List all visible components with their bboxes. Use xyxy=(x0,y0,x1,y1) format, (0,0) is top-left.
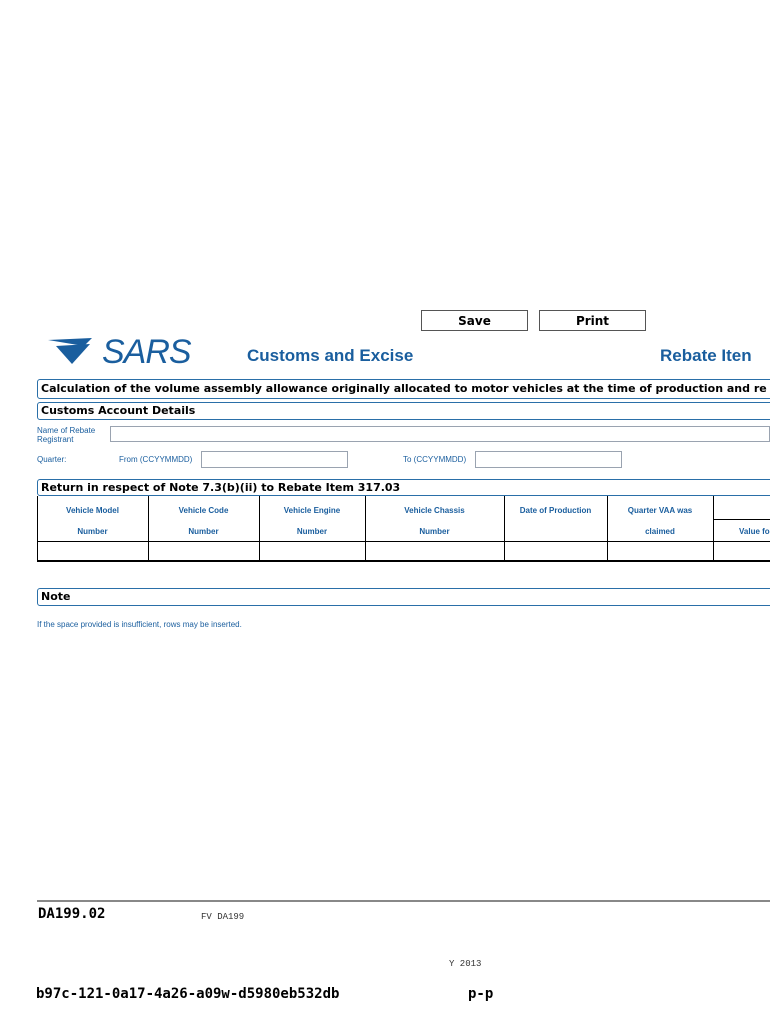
account-section-header: Customs Account Details xyxy=(37,402,770,420)
quarter-label: Quarter: xyxy=(37,455,67,464)
page-title: Customs and Excise xyxy=(247,346,414,365)
calculation-section-header: Calculation of the volume assembly allowance originally allocated to motor vehicles at the time of production and re xyxy=(37,379,770,399)
header-vehicle-engine-2: Number xyxy=(296,527,328,536)
header-vehicle-model: Vehicle Model xyxy=(66,506,119,515)
sars-logo xyxy=(46,334,206,370)
header-quarter-vaa: Quarter VAA was xyxy=(627,506,693,515)
name-label xyxy=(37,426,95,444)
registrant-name-field[interactable] xyxy=(110,426,770,442)
from-date-field[interactable] xyxy=(201,451,348,468)
header-vehicle-code: Vehicle Code xyxy=(178,506,229,515)
page-number: p-p xyxy=(468,986,494,1002)
form-title: Rebate Iten xyxy=(660,346,752,365)
name-label-line1: Name of Rebate xyxy=(37,426,96,435)
print-button[interactable]: Print xyxy=(539,310,646,331)
header-vehicle-chassis: Vehicle Chassis xyxy=(404,506,465,515)
header-value: Value fo xyxy=(739,527,770,536)
footer-divider xyxy=(37,900,770,902)
note-section-header: Note xyxy=(37,588,770,606)
vehicle-table xyxy=(37,496,770,562)
header-date-production: Date of Production xyxy=(519,506,592,515)
name-label-line2: Registrant xyxy=(37,435,74,444)
form-code: DA199.02 xyxy=(38,906,106,922)
note-text: If the space provided is insufficient, rows may be inserted. xyxy=(37,620,242,629)
logo-text: SARS xyxy=(102,333,191,371)
header-vehicle-engine: Vehicle Engine xyxy=(283,506,341,515)
header-vehicle-chassis-2: Number xyxy=(419,527,450,536)
to-date-label: To (CCYYMMDD) xyxy=(403,455,467,464)
return-section-header: Return in respect of Note 7.3(b)(ii) to Rebate Item 317.03 xyxy=(37,479,770,496)
from-date-label: From (CCYYMMDD) xyxy=(119,455,193,464)
save-button[interactable]: Save xyxy=(421,310,528,331)
header-vehicle-model-2: Number xyxy=(77,527,108,536)
document-id: b97c-121-0a17-4a26-a09w-d5980eb532db xyxy=(36,986,340,1002)
header-quarter-vaa-2: claimed xyxy=(645,527,675,536)
form-reference: FV DA199 xyxy=(201,912,245,922)
header-vehicle-code-2: Number xyxy=(188,527,219,536)
year-label: Y 2013 xyxy=(449,959,482,969)
to-date-field[interactable] xyxy=(475,451,622,468)
